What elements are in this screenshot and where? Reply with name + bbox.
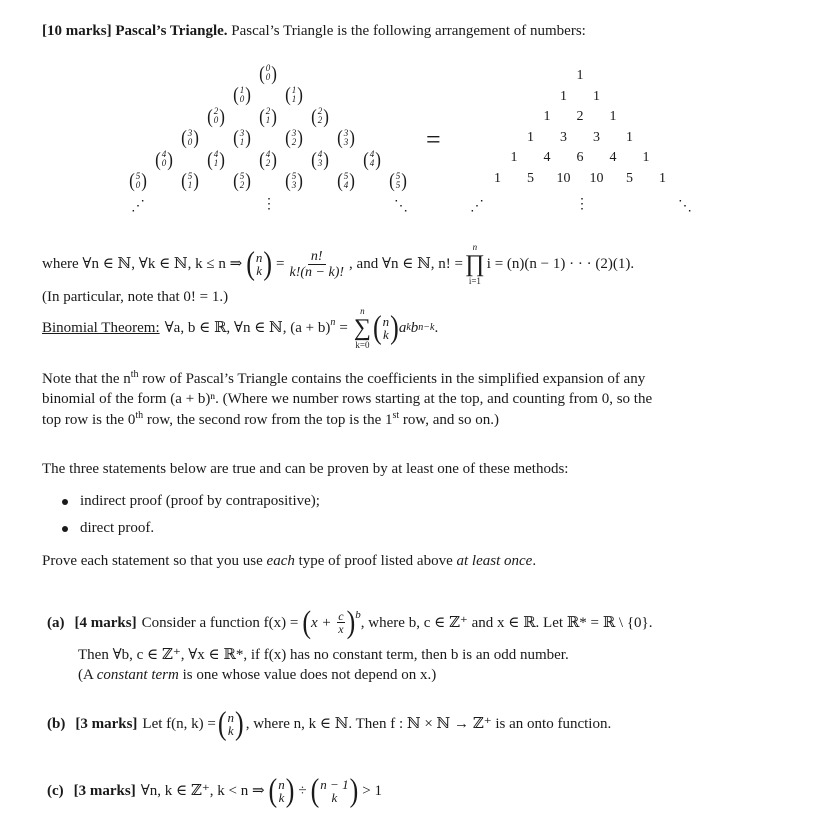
dots-left-2: ⋰ xyxy=(470,199,484,214)
triangle-binom-5-2: ( 5 2 ) xyxy=(233,169,251,192)
note-line-1-sup: th xyxy=(130,369,139,380)
fraction-numerator: n! xyxy=(308,249,326,265)
note-line-1-a: Note that the n xyxy=(42,371,131,387)
triangle-value-1-1: 1 xyxy=(593,88,600,104)
note-line-3-c: row, and so on.) xyxy=(399,412,500,428)
note-line-3-sup1: th xyxy=(135,410,144,421)
term-a: a xyxy=(398,320,407,336)
part-b-marks: [3 marks] xyxy=(75,716,138,732)
triangle-value-3-2: 3 xyxy=(593,129,600,145)
part-a-line-3-a: (A xyxy=(78,667,97,683)
method-item-1-label: indirect proof (proof by contrapositive); xyxy=(80,493,320,509)
triangle-binom-1-1: ( 1 1 ) xyxy=(285,83,303,106)
part-a-line-1 xyxy=(47,604,653,640)
part-c-line xyxy=(47,772,382,809)
triangle-binom-5-0: ( 5 0 ) xyxy=(129,169,147,192)
triangle-binom-1-0: ( 1 0 ) xyxy=(233,83,251,106)
note-line-1 xyxy=(42,369,645,389)
dots-right-2: ⋱ xyxy=(678,199,692,214)
part-a-line-3-b: is one whose value does not depend on x.) xyxy=(178,667,437,683)
bullet-icon xyxy=(62,499,68,505)
part-a-text-b: , where b, c ∈ ℤ⁺ and x ∈ ℝ. Let ℝ* = ℝ \ {0}. xyxy=(360,614,653,631)
binomial-theorem-label: Binomial Theorem: xyxy=(42,320,160,336)
triangle-binom-2-0: ( 2 0 ) xyxy=(207,105,225,127)
sum-operator xyxy=(352,306,373,350)
instruction-each: each xyxy=(266,553,295,569)
instruction-b: type of proof listed above xyxy=(294,553,457,569)
part-c-marks: [3 marks] xyxy=(73,783,136,799)
dots-right-1: ⋱ xyxy=(394,199,408,214)
note-line-3-b: row, the second row from the top is the 1 xyxy=(143,412,393,428)
part-c-text-b: > 1 xyxy=(362,783,382,799)
triangle-value-3-1: 3 xyxy=(560,129,567,145)
part-a-marks: [4 marks] xyxy=(74,614,137,631)
triangle-value-1-0: 1 xyxy=(560,88,567,104)
binom-bottom: k xyxy=(331,790,338,805)
part-b-label: (b) xyxy=(47,716,66,732)
part-a-line-2: Then ∀b, c ∈ ℤ⁺, ∀x ∈ ℝ*, if f(x) has no constant term, then b is an odd number. xyxy=(78,647,569,663)
binomial-theorem: Binomial Theorem: ∀a, b ∈ ℝ, ∀n ∈ ℕ, (a + b) n = n ∑ k=0 ( n k ) a k b n−k . xyxy=(42,306,439,350)
factorial-fraction xyxy=(285,249,350,280)
triangle-value-5-3: 10 xyxy=(589,170,604,186)
binomial-theorem-lhs: ∀a, b ∈ ℝ, ∀n ∈ ℕ, (a + b) xyxy=(164,320,331,336)
note-line-3 xyxy=(42,410,499,430)
problem-title: Pascal’s Triangle. xyxy=(115,23,228,39)
sum-top: n xyxy=(360,306,365,316)
definition-eq: = xyxy=(276,256,285,272)
term-b: b xyxy=(410,320,419,336)
triangle-value-5-5: 1 xyxy=(659,170,666,186)
part-c-binom-1: ( n k ) xyxy=(268,772,295,809)
triangle-binom-5-5: ( 5 5 ) xyxy=(389,169,407,192)
triangle-binom-3-1: ( 3 1 ) xyxy=(233,126,251,149)
definition-binom: ( n k ) xyxy=(246,245,273,282)
part-c-text-a: ∀n, k ∈ ℤ⁺, k < n ⇒ xyxy=(140,783,265,799)
binom-top: n xyxy=(382,314,390,329)
binomial-theorem-eq: = xyxy=(339,320,348,336)
triangle-binom-4-0: ( 4 0 ) xyxy=(155,148,173,170)
triangle-binom-4-3: ( 4 3 ) xyxy=(311,148,329,170)
binom-bottom: k xyxy=(278,790,285,805)
triangle-value-5-1: 5 xyxy=(527,170,534,186)
triangle-binom-4-2: ( 4 2 ) xyxy=(259,148,277,170)
triangle-equals: = xyxy=(426,125,441,154)
factorial-note: (In particular, note that 0! = 1.) xyxy=(42,289,229,305)
binom-bottom: k xyxy=(383,327,389,342)
definition-line xyxy=(42,242,634,286)
product-symbol: ∏ xyxy=(465,251,485,277)
product-bottom: i=1 xyxy=(468,276,481,286)
triangle-value-2-0: 1 xyxy=(543,109,551,124)
definition-prefix: where ∀n ∈ ℕ, ∀k ∈ ℕ, k ≤ n ⇒ xyxy=(42,256,243,272)
triangle-value-2-2: 1 xyxy=(609,109,617,124)
triangle-binom-3-3: ( 3 3 ) xyxy=(337,126,355,149)
triangle-binom-2-2: ( 2 2 ) xyxy=(311,105,329,127)
part-b-text-a: Let f(n, k) = xyxy=(142,716,216,732)
part-a-label: (a) xyxy=(47,614,65,631)
dots-left-1: ⋰ xyxy=(131,199,145,214)
part-a-text: Consider a function f(x) = xyxy=(141,614,299,631)
triangle-value-5-0: 1 xyxy=(494,170,501,186)
triangle-binom-5-4: ( 5 4 ) xyxy=(337,169,355,192)
binom-top: n xyxy=(278,777,285,792)
triangle-value-4-0: 1 xyxy=(510,150,518,165)
instruction-c: . xyxy=(532,553,537,569)
fraction-denominator: k!(n − k)! xyxy=(289,264,345,280)
binom-bottom: k xyxy=(227,723,234,738)
definition-and: , and ∀n ∈ ℕ, n! = xyxy=(349,256,464,272)
binom-top: n xyxy=(227,710,235,725)
triangle-value-4-3: 4 xyxy=(609,150,617,165)
product-rhs: i = (n)(n − 1) · · · (2)(1). xyxy=(486,256,635,272)
note-line-3-a: top row is the 0 xyxy=(42,412,136,428)
triangle-value-5-2: 10 xyxy=(556,170,571,186)
part-a-constant-term: constant term xyxy=(96,667,179,683)
part-a-line-3 xyxy=(78,665,436,685)
note-line-2: binomial of the form (a + b)ⁿ. (Where we number rows starting at the top, and counting from 0, so the xyxy=(42,391,653,407)
problem-intro: Pascal’s Triangle is the following arrangement of numbers: xyxy=(231,23,586,39)
sum-symbol: ∑ xyxy=(353,315,371,341)
triangle-value-0-0: 1 xyxy=(576,68,584,83)
triangle-value-3-3: 1 xyxy=(626,129,633,145)
binom-top: n xyxy=(255,250,263,265)
theorem-binom: ( n k ) xyxy=(372,309,399,346)
part-a-expression: ( x + $\frac{c}{x}$ ) b xyxy=(302,604,361,640)
part-b-binom: ( n k ) xyxy=(217,705,244,742)
product-top: n xyxy=(472,242,478,252)
binom-top: n − 1 xyxy=(320,777,349,792)
method-item-1 xyxy=(62,491,320,511)
dots-center-2: ⋮ xyxy=(575,197,589,212)
triangle-value-2-1: 2 xyxy=(576,109,584,124)
binom-bottom: k xyxy=(256,263,262,278)
theorem-end: . xyxy=(434,320,439,336)
part-c-label: (c) xyxy=(47,783,64,799)
part-c-div: ÷ xyxy=(298,783,307,799)
triangle-value-4-1: 4 xyxy=(543,150,551,165)
note-line-1-b: row of Pascal’s Triangle contains the coefficients in the simplified expansion of any xyxy=(138,371,646,387)
sum-bottom: k=0 xyxy=(355,340,370,350)
product-operator xyxy=(463,242,487,286)
method-item-2 xyxy=(62,518,154,538)
note-line-3-sup2: st xyxy=(392,410,400,421)
methods-intro: The three statements below are true and can be proven by at least one of these methods: xyxy=(42,461,569,477)
triangle-binom-4-1: ( 4 1 ) xyxy=(207,148,225,170)
triangle-values xyxy=(0,0,820,230)
triangle-value-4-4: 1 xyxy=(642,150,650,165)
triangle-value-3-0: 1 xyxy=(527,129,534,145)
bullet-icon xyxy=(62,526,68,532)
instruction-once: at least once xyxy=(456,553,533,569)
methods-instruction xyxy=(42,551,536,571)
triangle-binom-3-2: ( 3 2 ) xyxy=(285,126,303,149)
triangle-binom-3-0: ( 3 0 ) xyxy=(181,126,199,149)
part-b-line xyxy=(47,705,612,742)
instruction-a: Prove each statement so that you use xyxy=(42,553,267,569)
triangle-binom-5-3: ( 5 3 ) xyxy=(285,169,303,192)
triangle-binom-5-1: ( 5 1 ) xyxy=(181,169,199,192)
dots-center-1: ⋮ xyxy=(262,197,276,212)
triangle-binom-0-0: ( 0 0 ) xyxy=(259,62,277,84)
part-b-text-b: , where n, k ∈ ℕ. Then f : ℕ × ℕ → ℤ⁺ is an onto function. xyxy=(245,716,612,732)
method-item-2-label: direct proof. xyxy=(80,520,155,536)
triangle-value-4-2: 6 xyxy=(576,150,584,165)
triangle-binom-4-4: ( 4 4 ) xyxy=(363,148,381,170)
triangle-value-5-4: 5 xyxy=(626,170,633,186)
part-c-binom-2: ( n − 1 k ) xyxy=(310,772,359,809)
problem-marks: [10 marks] xyxy=(42,23,112,39)
triangle-binom-2-1: ( 2 1 ) xyxy=(259,105,277,127)
